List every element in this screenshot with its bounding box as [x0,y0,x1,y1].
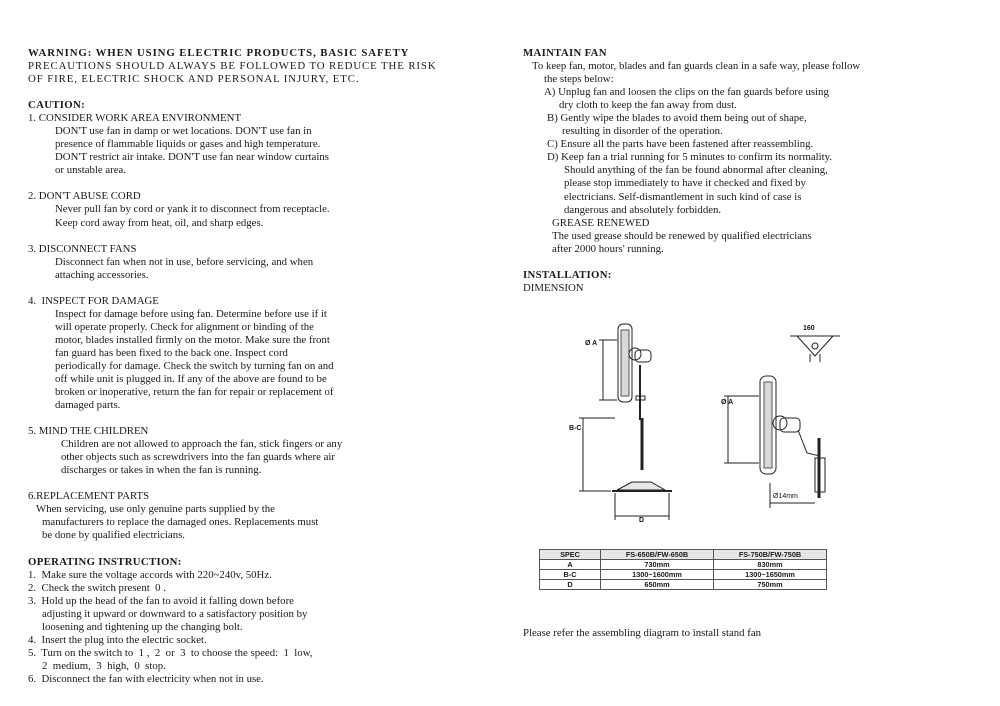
fan-dimension-diagram [565,318,865,528]
section-1-text: or unstable area. [55,164,127,177]
section-4-title: 4. INSPECT FOR DAMAGE [28,294,159,307]
label-d14: Ø14mm [773,493,798,500]
section-5-text: Children are not allowed to approach the fan, stick fingers or any [61,438,343,451]
maintain-step: A) Unplug fan and loosen the clips on the fan guards before using [544,86,829,99]
dimension-label: DIMENSION [523,281,584,294]
label-d: D [639,517,645,524]
section-1-text: presence of flammable liquids or gases and high temperature. [55,138,321,151]
operating-step: adjusting it upward or downward to a satisfactory position by [42,607,308,620]
grease-text: The used grease should be renewed by qualified electricians [552,229,812,242]
spec-cell: 750mm [714,580,827,590]
section-3-text: Disconnect fan when not in use, before servicing, and when [55,255,314,268]
warning-line-2: PRECAUTIONS SHOULD ALWAYS BE FOLLOWED TO REDUCE THE RISK [28,60,437,73]
spec-cell: 730mm [601,560,714,570]
table-row [540,570,827,580]
spec-header-cell: FS-650B/FW-650B [601,550,714,560]
label-160: 160 [803,325,815,332]
section-6-text: be done by qualified electricians. [42,529,186,542]
operating-step: 1. Make sure the voltage accords with 220~240v, 50Hz. [28,568,272,581]
spec-cell: 650mm [601,580,714,590]
operating-step: 6. Disconnect the fan with electricity when not in use. [28,672,264,685]
section-1-title: 1. CONSIDER WORK AREA ENVIRONMENT [28,112,242,125]
caution-title: CAUTION: [28,99,85,112]
section-3-title: 3. DISCONNECT FANS [28,242,137,255]
section-5-text: discharges or takes in when the fan is running. [61,464,262,477]
maintain-text: To keep fan, motor, blades and fan guards clean in a safe way, please follow [532,60,861,73]
table-row [540,580,827,590]
install-reference-note: Please refer the assembling diagram to install stand fan [523,627,762,639]
section-5-text: other objects such as screwdrivers into the fan guards where air [61,451,336,464]
maintain-text: the steps below: [544,73,614,86]
spec-header-cell: SPEC [540,550,601,560]
section-2-text: Keep cord away from heat, oil, and sharp edges. [55,216,264,229]
maintain-step: please stop immediately to have it checked and fixed by [564,177,806,190]
section-4-text: off while unit is plugged in. If any of the above are found to be [55,372,327,385]
maintain-step: resulting in disorder of the operation. [562,125,723,138]
installation-title: INSTALLATION: [523,268,612,281]
maintain-step: dangerous and absolutely forbidden. [564,203,722,216]
section-2-text: Never pull fan by cord or yank it to disconnect from receptacle. [55,203,330,216]
grease-text: after 2000 hours' running. [552,242,664,255]
spec-cell: B-C [540,570,601,580]
maintain-step: electricians. Self-dismantlement in such kind of case is [564,190,802,203]
section-6-text: manufacturers to replace the damaged ones. Replacements must [42,516,319,529]
spec-cell: 1300~1600mm [601,570,714,580]
spec-table-header [540,550,827,560]
section-4-text: motor, blades installed firmly on the motor. Make sure the front [55,333,330,346]
maintain-step: dry cloth to keep the fan away from dust. [559,99,737,112]
grease-title: GREASE RENEWED [552,216,650,229]
stand-fan-drawing [612,324,672,491]
section-4-text: damaged parts. [55,399,121,412]
section-6-title: 6.REPLACEMENT PARTS [28,490,150,503]
maintain-step: C) Ensure all the parts have been fastened after reassembling. [547,138,814,151]
table-row [540,560,827,570]
label-phi-a-right: Ø A [721,399,734,406]
spec-cell: D [540,580,601,590]
warning-line-1: WARNING: WHEN USING ELECTRIC PRODUCTS, BASIC SAFETY [28,47,410,59]
wall-bracket-drawing [790,336,840,362]
section-4-text: will operate properly. Check for alignment or binding of the [55,320,314,333]
spec-header-cell: FS-750B/FW-750B [714,550,827,560]
section-1-text: DON'T restrict air intake. DON'T use fan near window curtains [55,151,329,164]
wall-fan-drawing [760,376,825,498]
maintain-step: Should anything of the fan be found abnormal after cleaning, [564,164,828,177]
warning-line-3: OF FIRE, ELECTRIC SHOCK AND PERSONAL INJURY, ETC. [28,73,360,86]
spec-table [539,549,827,590]
spec-cell: 1300~1650mm [714,570,827,580]
section-2-title: 2. DON'T ABUSE CORD [28,190,141,203]
section-4-text: Inspect for damage before using fan. Determine before use if it [55,307,327,320]
section-5-title: 5. MIND THE CHILDREN [28,425,149,438]
section-1-text: DON'T use fan in damp or wet locations. DON'T use fan in [55,125,312,138]
operating-step: 5. Turn on the switch to 1 , 2 or 3 to choose the speed: 1 low, [28,646,313,659]
operating-step: 2 medium, 3 high, 0 stop. [42,659,166,672]
maintain-title: MAINTAIN FAN [523,47,607,59]
section-3-text: attaching accessories. [55,268,149,281]
operating-step: loosening and tightening up the changing bolt. [42,620,243,633]
section-4-text: periodically for damage. Check the switch by turning fan on and [55,359,334,372]
label-b-c: B-C [569,425,582,432]
section-4-text: broken or inoperative, return the fan for repair or replacement of [55,386,334,399]
right-column [523,47,963,295]
operating-step: 2. Check the switch present 0 . [28,581,166,594]
left-column [28,47,468,686]
section-6-text: When servicing, use only genuine parts supplied by the [36,503,275,516]
maintain-step: B) Gently wipe the blades to avoid them being out of shape, [547,112,807,125]
spec-cell: A [540,560,601,570]
operating-title: OPERATING INSTRUCTION: [28,555,182,568]
label-phi-a-left: Ø A [585,340,598,347]
section-4-text: fan guard has been fixed to the back one. Inspect cord [55,346,288,359]
spec-cell: 830mm [714,560,827,570]
operating-step: 3. Hold up the head of the fan to avoid it falling down before [28,594,294,607]
operating-step: 4. Insert the plug into the electric socket. [28,633,207,646]
maintain-step: D) Keep fan a trial running for 5 minutes to confirm its normality. [547,151,833,164]
